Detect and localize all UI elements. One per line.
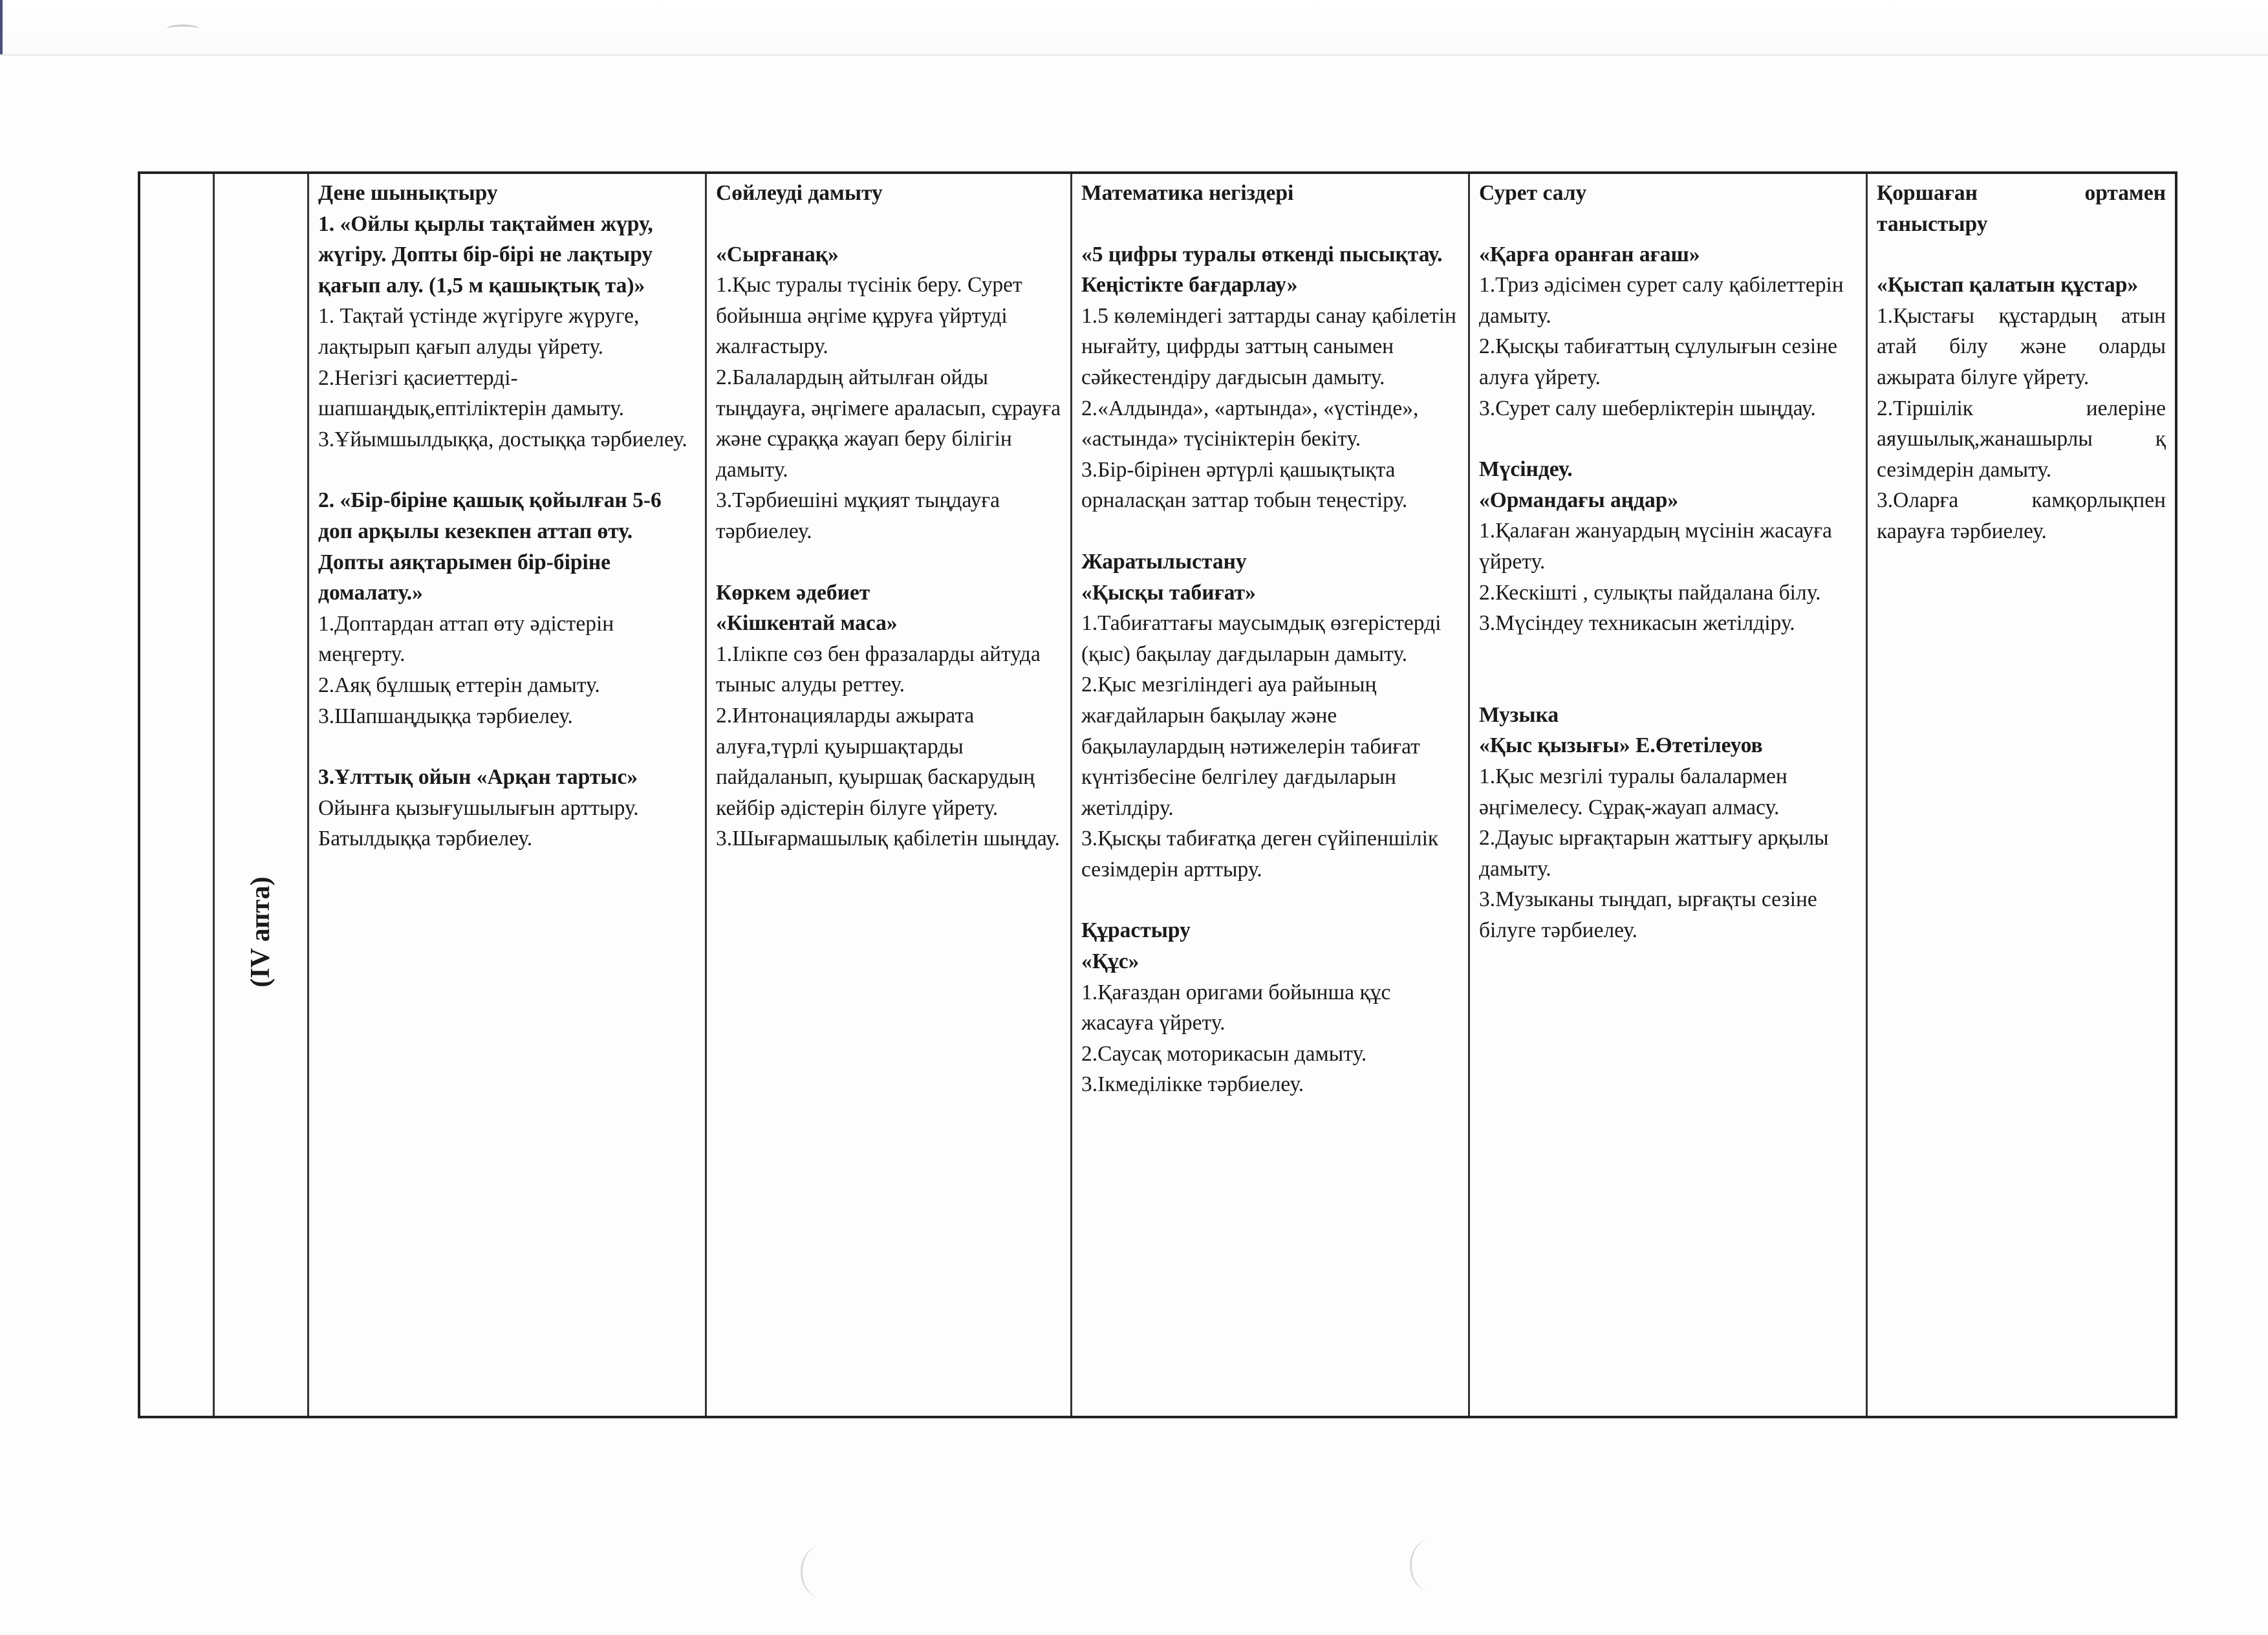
lesson-heading: «Ормандағы аңдар» [1479,488,1679,512]
lesson-objective: 1. Тақтай үстінде жүгіруге жүруге, лақтырып қағып алуды үйрету. [318,304,640,359]
lesson-heading: «Құс» [1081,949,1139,974]
lesson-heading: «5 цифры туралы өткенді пысықтау. Кеңістікте бағдарлау» [1081,242,1443,298]
lesson-objective: 2.Дауыс ырғақтарын жаттығу арқылы дамыту. [1479,826,1829,881]
lesson-objective: 3.Музыканы тыңдап, ырғақты сезіне білуге тәрбиелеу. [1479,887,1817,942]
column-physical-education [309,174,707,1416]
spacer [318,455,696,485]
scan-edge [0,0,3,54]
column-title: Сөйлеуді дамыту [716,181,883,205]
lesson-objective: 1.Қыс туралы түсінік беру. Сурет бойынша әңгіме құруға үйртуді жалғастыру. [716,273,1022,359]
lesson-objective: 1.Қағаздан оригами бойынша құс жасауға үйрету. [1081,980,1391,1035]
lesson-heading: 3.Ұлттық ойын «Арқан тартыс» [318,765,638,790]
lesson-objective: 2.Аяқ бұлшық еттерін дамыту. [318,673,600,697]
lesson-objective: 3.Шығармашылық қабілетін шыңдау. [716,827,1060,851]
lesson-objective: 3.Сурет салу шеберліктерін шыңдау. [1479,396,1816,420]
lesson-objective: 2.Саусақ моторикасын дамыту. [1081,1041,1367,1066]
column-environment [1868,174,2175,1416]
lesson-objective: 3.Шапшаңдыққа тәрбиелеу. [318,704,573,728]
empty-cell [140,174,215,1416]
lesson-heading: Құрастыру [1081,918,1191,943]
lesson-objective: 1.5 көлеміндегі заттарды санау қабілетін нығайту, цифрды заттың санымен сәйкестендіру дағдысын дамыту. [1081,303,1456,389]
lesson-objective: 1.Триз әдісімен сурет салу қабілеттерін дамыту. [1479,273,1844,328]
lesson-objective: Ойынға қызығушылығын арттыру. Батылдыққа тәрбиелеу. [318,796,639,851]
lesson-heading: «Қысқы табиғат» [1081,580,1256,605]
lesson-objective: 2.Қыс мезгіліндегі ауа райының жағдайларын бақылау және бақылаулардың нәтижелерін табиғат күнтізбесіне белгілеу дағдыларын жетілдіру. [1081,673,1420,820]
lesson-objective: 2.Негізгі қасиеттерді-шапшаңдық,ептіліктерін дамыту. [318,365,625,421]
lesson-objective: 3.Мүсіндеу техникасын жетілдіру. [1479,611,1795,636]
week-label: (IV апта) [245,876,275,988]
spacer [1479,639,1857,669]
lesson-objective: 3.Ұйымшылдыққа, достыққа тәрбиелеу. [318,427,687,451]
column-speech-development [707,174,1072,1416]
lesson-heading: Жаратылыстану [1081,549,1247,574]
column-title: Қоршаған ортамен таныстыру [1877,181,2166,236]
scan-mark [167,25,199,33]
lesson-objective: 1.Доптардан аттап өту әдістерін меңгерту. [318,611,614,667]
spacer [1081,516,1459,547]
lesson-objective: 3.Бір-бірінен әртүрлі қашықтықта орналасқан заттар тобын теңестіру. [1081,457,1408,513]
column-title: Математика негіздері [1081,181,1294,205]
punch-hole-mark [801,1546,841,1597]
spacer [1479,424,1857,454]
lesson-heading: «Қыс қызығы» Е.Өтетілеуов [1479,733,1763,758]
lesson-objective: 3.Ікмеділікке тәрбиелеу. [1081,1072,1304,1097]
lesson-heading: 2. «Бір-біріне қашық қойылған 5-6 доп арқылы кезекпен аттап өту. Допты аяқтарымен бір-біріне домалату.» [318,488,662,605]
lesson-objective: 2.Кескішті , сулықты пайдалана білу. [1479,580,1821,605]
scan-top-margin [0,0,2268,56]
spacer [1479,669,1857,700]
spacer [318,731,696,762]
lesson-objective: 1.Қыс мезгілі туралы балалармен әңгімелесу. Сұрақ-жауап алмасу. [1479,764,1787,819]
lesson-objective: 2.Интонацияларды ажырата алуға,түрлі қуыршақтарды пайдаланып, қуыршақ баскарудың кейбір әдістерін білуге үйрету. [716,703,1035,820]
lesson-objective: 2.«Алдында», «артында», «үстінде», «астында» түсініктерін бекіту. [1081,396,1419,451]
lesson-objective: 1.Қалаған жануардың мүсінін жасауға үйрету. [1479,519,1832,574]
column-title: Сурет салу [1479,181,1587,205]
spacer [716,209,1061,239]
column-mathematics [1072,174,1470,1416]
column-drawing [1470,174,1868,1416]
week-cell [215,174,309,1416]
lesson-objective: 2.Қысқы табиғаттың сұлулығын сезіне алуға үйрету. [1479,334,1838,389]
plan-table [138,171,2177,1418]
lesson-heading: «Қыстап қалатын құстар» [1877,273,2139,298]
lesson-objective: 2.Тіршілік иелеріне аяушылық,жанашырлы қ сезімдерін дамыту. [1877,396,2166,482]
lesson-heading: Музыка [1479,702,1559,727]
spacer [1081,885,1459,915]
lesson-objective: 1.Қыстағы құстардың атын атай білу және оларды ажырата білуге үйрету. [1877,303,2166,389]
spacer [716,547,1061,578]
spacer [1877,239,2166,270]
lesson-heading: «Қарға оранған ағаш» [1479,242,1700,266]
lesson-heading: 1. «Ойлы қырлы тақтаймен жүру, жүгіру. Допты бір-бірі не лақтыру қағып алу. (1,5 м қашықтық та)» [318,211,653,298]
lesson-objective: 1.Ілікпе сөз бен фразаларды айтуда тыныс алуды реттеу. [716,642,1041,697]
lesson-objective: 3.Тәрбиешіні мұқият тыңдауға тәрбиелеу. [716,488,1000,543]
lesson-heading: Мүсіндеу. [1479,457,1573,482]
lesson-heading: «Кішкентай маса» [716,611,898,636]
lesson-heading: Көркем әдебиет [716,580,870,605]
lesson-objective: 2.Балалардың айтылған ойды тыңдауға, әңгімеге араласып, сұрауға және сұраққа жауап беру білігін дамыту. [716,365,1061,482]
punch-hole-mark [1410,1539,1451,1591]
column-title: Дене шынықтыру [318,181,498,205]
lesson-objective: 1.Табиғаттағы маусымдық өзгерістерді (қыс) бақылау дағдыларын дамыту. [1081,611,1442,666]
lesson-objective: 3.Оларға камқорлықпен карауға тәрбиелеу. [1877,488,2166,543]
lesson-heading: «Сырғанақ» [716,242,839,266]
lesson-objective: 3.Қысқы табиғатқа деген сүйіпеншілік сезімдерін арттыру. [1081,827,1439,882]
spacer [1479,209,1857,239]
spacer [1081,209,1459,239]
